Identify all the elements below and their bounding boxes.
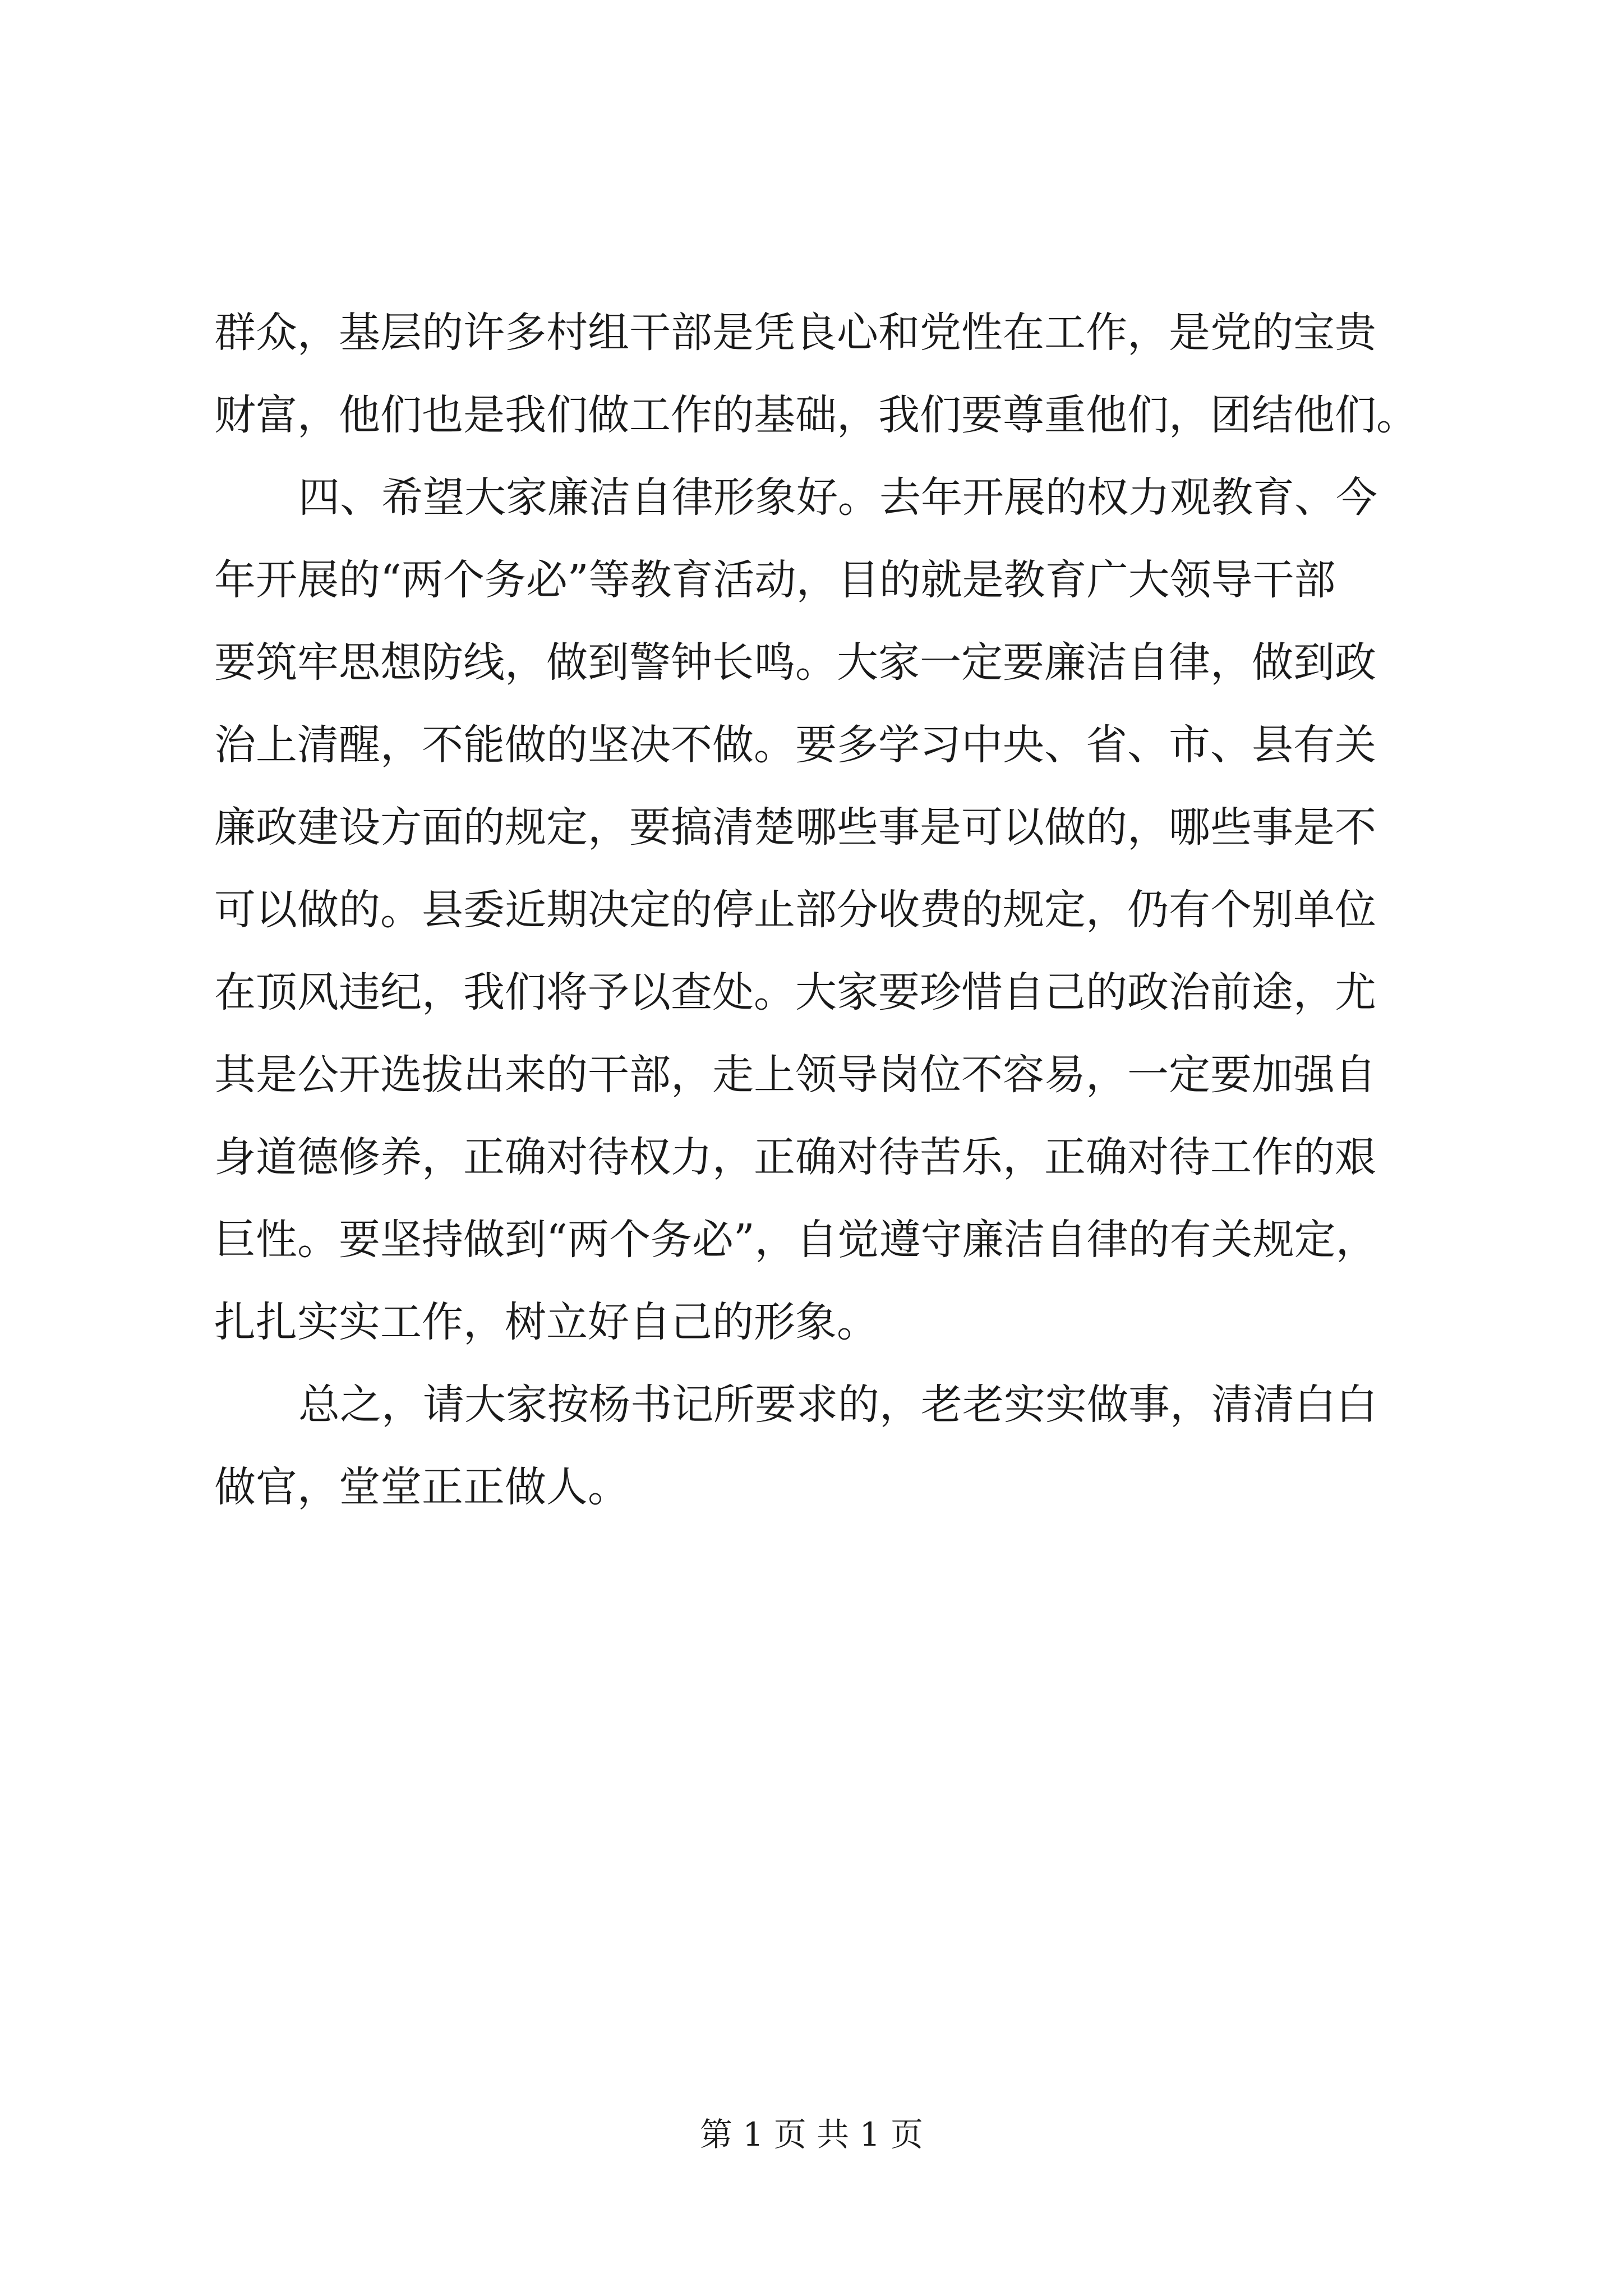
paragraph-start-line: 总之，请大家按杨书记所要求的，老老实实做事，清清白白 bbox=[298, 1381, 1377, 1429]
page-footer bbox=[0, 2112, 1623, 2157]
text-line: 廉政建设方面的规定，要搞清楚哪些事是可以做的，哪些事是不 bbox=[214, 803, 1376, 852]
body-text bbox=[214, 292, 1420, 1529]
text-line: 要筑牢思想防线，做到警钟长鸣。大家一定要廉洁自律，做到政 bbox=[214, 638, 1376, 687]
text-line: 身道德修养，正确对待权力，正确对待苦乐，正确对待工作的艰 bbox=[214, 1133, 1376, 1181]
text-line: 群众，基层的许多村组干部是凭良心和党性在工作，是党的宝贵 bbox=[214, 309, 1376, 357]
text-line: 巨性。要坚持做到“两个务必”，自觉遵守廉洁自律的有关规定， bbox=[214, 1216, 1377, 1264]
paragraph-start-line: 四、希望大家廉洁自律形象好。去年开展的权力观教育、今 bbox=[298, 473, 1377, 522]
text-line: 扎扎实实工作，树立好自己的形象。 bbox=[214, 1298, 878, 1346]
text-line: 可以做的。县委近期决定的停止部分收费的规定，仍有个别单位 bbox=[214, 886, 1376, 934]
text-line: 在顶风违纪，我们将予以查处。大家要珍惜自己的政治前途，尤 bbox=[214, 968, 1376, 1016]
text-line: 年开展的“两个务必”等教育活动，目的就是教育广大领导干部 bbox=[214, 556, 1336, 604]
text-line: 财富，他们也是我们做工作的基础，我们要尊重他们，团结他们。 bbox=[214, 391, 1418, 439]
text-line: 做官，堂堂正正做人。 bbox=[214, 1463, 629, 1511]
text-line: 治上清醒，不能做的坚决不做。要多学习中央、省、市、县有关 bbox=[214, 721, 1376, 769]
page-number-label: 第 1 页 共 1 页 bbox=[700, 2115, 923, 2154]
text-line: 其是公开选拔出来的干部，走上领导岗位不容易，一定要加强自 bbox=[214, 1051, 1376, 1099]
